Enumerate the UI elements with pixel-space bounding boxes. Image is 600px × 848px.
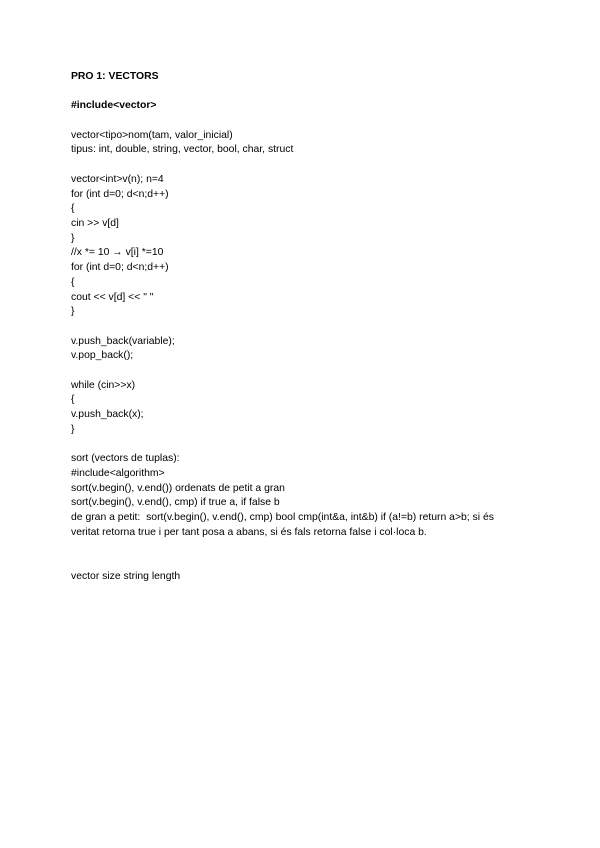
code-line: { — [71, 276, 75, 288]
spacer — [71, 540, 551, 569]
code-line: cout << v[d] << " " — [71, 291, 154, 303]
document-body — [71, 70, 551, 585]
code-line: sort(v.begin(), v.end()) ordenats de petit a gran — [71, 482, 285, 494]
code-line: v.push_back(variable); — [71, 335, 175, 347]
spacer — [71, 85, 551, 100]
code-line: //x *= 10 → v[i] *=10 — [71, 247, 164, 259]
text-line: veritat retorna true i per tant posa a abans, si és fals retorna false i col·loca b. — [71, 526, 427, 538]
text-line: tipus: int, double, string, vector, bool, char, struct — [71, 144, 294, 156]
sort-block — [71, 452, 551, 540]
code-line: vector<int>v(n); n=4 — [71, 173, 164, 185]
push-pop-block — [71, 335, 551, 364]
code-line: } — [71, 306, 75, 318]
code-line: for (int d=0; d<n;d++) — [71, 262, 169, 274]
include-heading: #include<vector> — [71, 100, 157, 112]
while-block — [71, 379, 551, 438]
code-line: { — [71, 394, 75, 406]
declaration-block — [71, 129, 551, 158]
code-line: #include<algorithm> — [71, 467, 165, 479]
spacer — [71, 364, 551, 379]
code-line: v.pop_back(); — [71, 350, 134, 362]
code-line: v.push_back(x); — [71, 409, 144, 421]
spacer — [71, 114, 551, 129]
size-length-block — [71, 570, 551, 585]
spacer — [71, 438, 551, 453]
text-line: vector size string length — [71, 570, 181, 582]
loop-block — [71, 173, 551, 320]
text-line: sort (vectors de tuplas): — [71, 453, 180, 465]
spacer — [71, 158, 551, 173]
document-title: PRO 1: VECTORS — [71, 71, 159, 82]
text-line: vector<tipo>nom(tam, valor_inicial) — [71, 129, 233, 141]
text-line: de gran a petit: sort(v.begin(), v.end(), cmp) bool cmp(int&a, int&b) if (a!=b) return a>b; si és — [71, 512, 494, 523]
code-line: while (cin>>x) — [71, 379, 136, 391]
code-line: for (int d=0; d<n;d++) — [71, 188, 169, 200]
code-line: } — [71, 423, 75, 435]
code-line: { — [71, 203, 75, 215]
code-line: } — [71, 232, 75, 244]
spacer — [71, 320, 551, 335]
code-line: cin >> v[d] — [71, 217, 119, 229]
code-line: sort(v.begin(), v.end(), cmp) if true a, if false b — [71, 497, 280, 509]
